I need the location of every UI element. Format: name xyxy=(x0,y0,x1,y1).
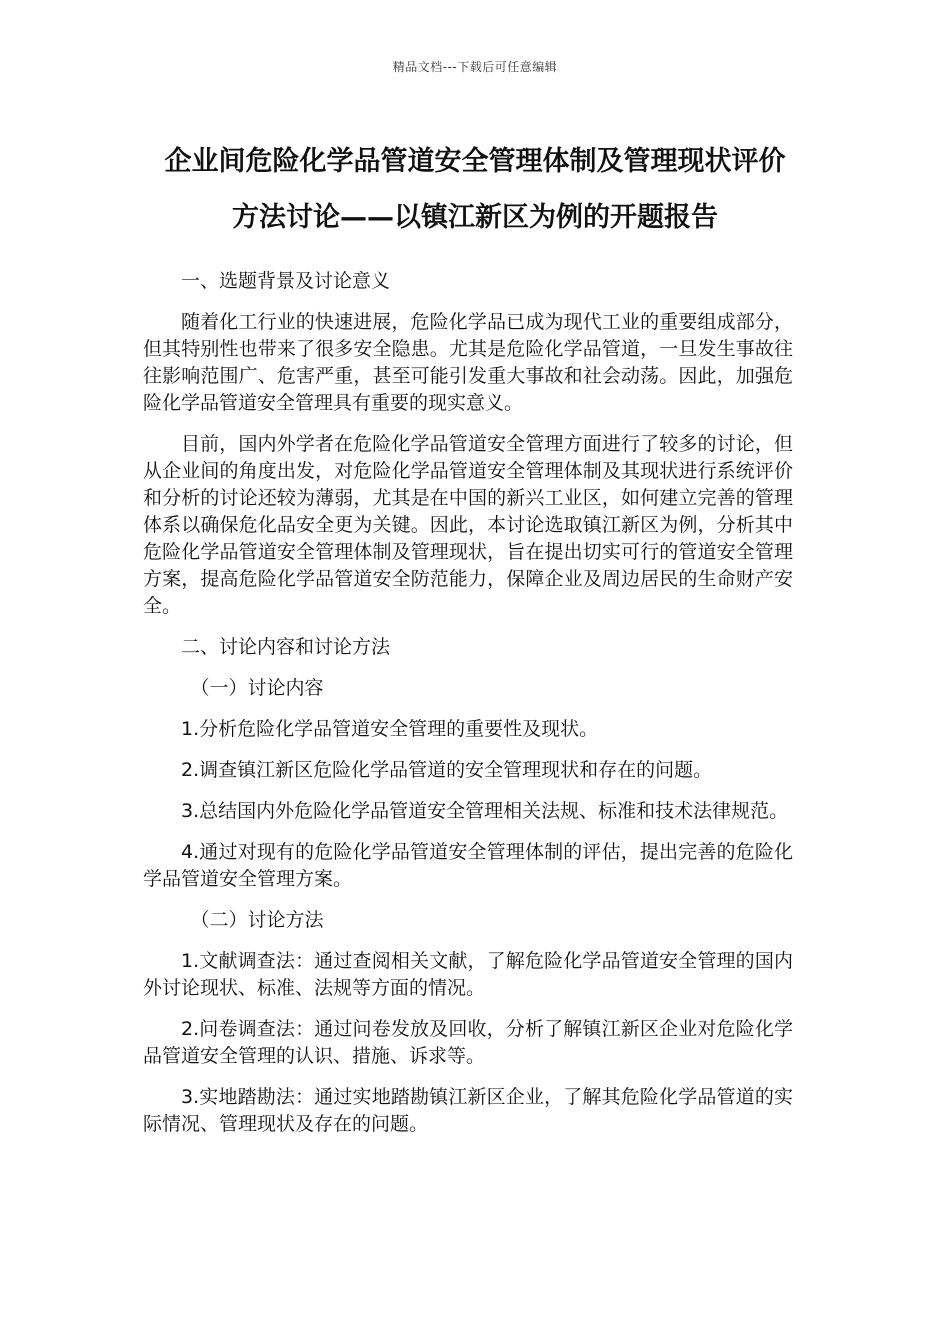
content-item: 3.总结国内外危险化学品管道安全管理相关法规、标准和技术法律规范。 xyxy=(181,800,789,822)
section-2-heading: 二、讨论内容和讨论方法 xyxy=(181,636,391,658)
content-item: 2.调查镇江新区危险化学品管道的安全管理现状和存在的问题。 xyxy=(181,759,713,781)
content-item: 4.通过对现有的危险化学品管道安全管理体制的评估，提出完善的危险化学品管道安全管理方案。 xyxy=(143,841,793,890)
subsection-content-heading: （一）讨论内容 xyxy=(190,677,324,699)
content-item: 1.分析危险化学品管道安全管理的重要性及现状。 xyxy=(181,718,599,740)
method-item: 1.文献调查法：通过查阅相关文献，了解危险化学品管道安全管理的国内外讨论现状、标准、法规等方面的情况。 xyxy=(143,950,793,999)
section-1-heading: 一、选题背景及讨论意义 xyxy=(181,270,391,292)
header-note: 精品文档---下载后可任意编辑 xyxy=(392,60,558,74)
subsection-method-heading: （二）讨论方法 xyxy=(190,909,324,931)
document-body xyxy=(143,268,793,1152)
title-line-1: 企业间危险化学品管道安全管理体制及管理现状评价 xyxy=(164,146,786,177)
document-title xyxy=(120,134,830,246)
section-1-paragraph-2: 目前，国内外学者在危险化学品管道安全管理方面进行了较多的讨论，但从企业间的角度出发，对危险化学品管道安全管理体制及其现状进行系统评价和分析的讨论还较为薄弱，尤其是在中国的新兴工业区，如何建立完善的管理体系以确保危化品安全更为关键。因此，本讨论选取镇江新区为例，分析其中危险化学品管道安全管理体制及管理现状，旨在提出切实可行的管道安全管理方案，提高危险化学品管道安全防范能力，保障企业及周边居民的生命财产安全。 xyxy=(143,433,793,617)
title-line-2: 方法讨论——以镇江新区为例的开题报告 xyxy=(232,202,718,233)
method-item: 3.实地踏勘法：通过实地踏勘镇江新区企业，了解其危险化学品管道的实际情况、管理现状及存在的问题。 xyxy=(143,1086,793,1135)
method-item: 2.问卷调查法：通过问卷发放及回收，分析了解镇江新区企业对危险化学品管道安全管理的认识、措施、诉求等。 xyxy=(143,1018,793,1067)
section-1-paragraph-1: 随着化工行业的快速进展，危险化学品已成为现代工业的重要组成部分，但其特别性也带来了很多安全隐患。尤其是危险化学品管道，一旦发生事故往往影响范围广、危害严重，甚至可能引发重大事故和社会动荡。因此，加强危险化学品管道安全管理具有重要的现实意义。 xyxy=(143,311,793,414)
